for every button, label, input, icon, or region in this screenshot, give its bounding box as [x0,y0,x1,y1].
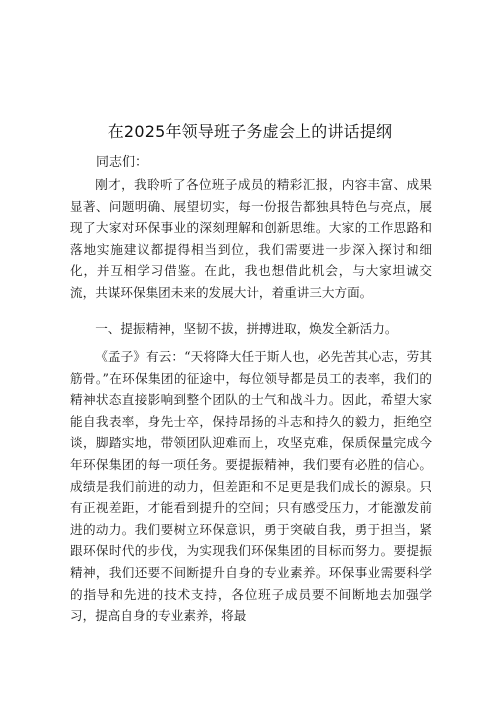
section-heading-1: 一、提振精神，坚韧不拔，拼搏进取，焕发全新活力。 [95,321,398,336]
document-title: 在2025年领导班子务虚会上的讲话提纲 [107,122,393,141]
paragraph-body: 《孟子》有云：“天将降大任于斯人也，必先苦其心志，劳其筋骨。”在环保集团的征途中，每位领导都是员工的表率，我们的精神状态直接影响到整个团队的士气和战斗力。因此，希望大家能自我表率，身先士卒，保持昂扬的斗志和持久的毅力，拒绝空谈，脚踏实地，带领团队迎难而上，攻坚克难，保质保量完成今年环保集团的每一项任务。要提振精神，我们要有必胜的信心。成绩是我们前进的动力，但差距和不足更是我们成长的源泉。只有正视差距，才能看到提升的空间；只有感受压力，才能激发前进的动力。我们要树立环保意识，勇于突破自我，勇于担当，紧跟环保时代的步伐，为实现我们环保集团的目标而努力。要提振精神，我们还要不间断提升自身的专业素养。环保事业需要科学的指导和先进的技术支持，各位班子成员要不间断地去加强学习，提高自身的专业素养，将最 [70,349,432,624]
salutation: 同志们： [96,155,149,170]
paragraph-opening: 刚才，我聆听了各位班子成员的精彩汇报，内容丰富、成果显著、问题明确、展望切实，每一份报告都独具特色与亮点，展现了大家对环保事业的深刻理解和创新思维。大家的工作思路和落地实施建议都提得相当到位，我们需要进一步深入探讨和细化，并互相学习借鉴。在此，我也想借此机会，与大家坦诚交流，共谋环保集团未来的发展大计，着重讲三大方面。 [70,177,432,300]
